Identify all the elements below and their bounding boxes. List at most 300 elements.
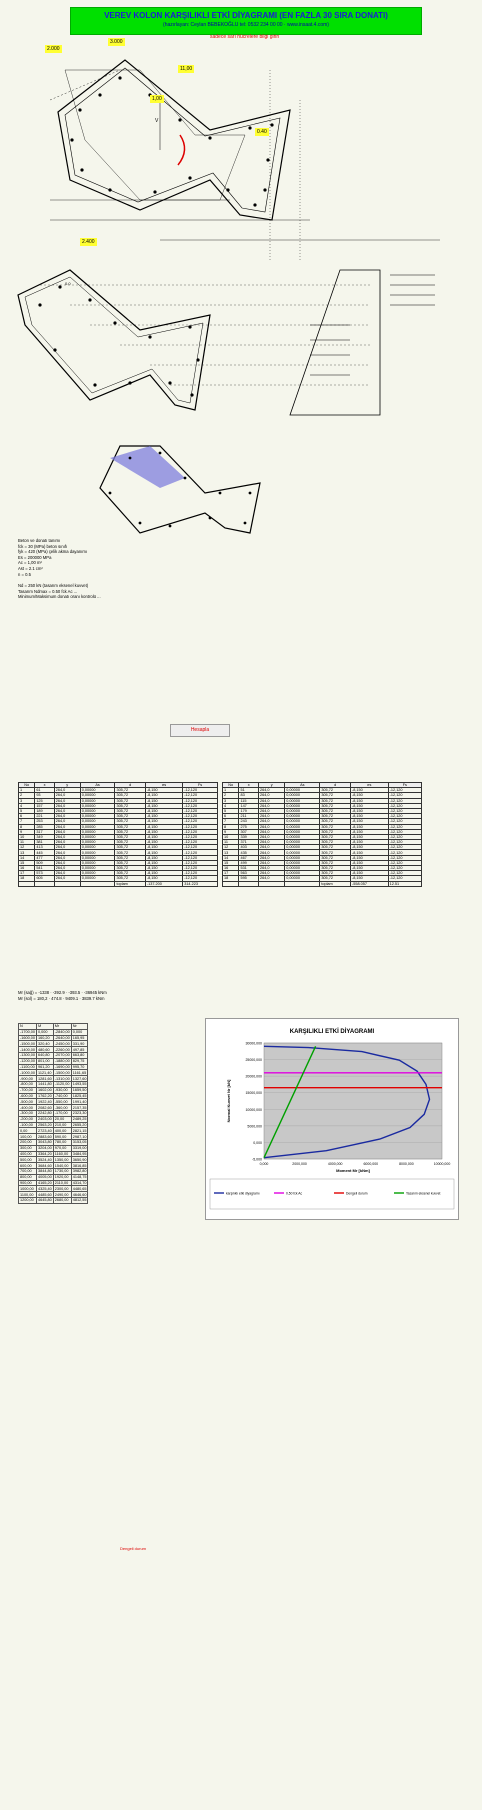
table-cell: -8,150 [145, 803, 182, 808]
table-cell: 17 [19, 871, 35, 876]
input-line: Beton ve donatı tanımı [18, 538, 61, 543]
table-cell: -8,150 [350, 876, 388, 881]
y-tick-label: 20000,000 [245, 1074, 262, 1079]
table-cell: -8,150 [350, 824, 388, 829]
table-cell: -8,150 [350, 840, 388, 845]
column-header: No [223, 783, 239, 788]
table-cell: 13 [19, 850, 35, 855]
list-cell: 2490,00 [53, 1192, 71, 1198]
list-cell: 4314,70 [72, 1180, 87, 1185]
list-cell: 2883,60 [38, 1134, 52, 1139]
table-cell: 305,72 [115, 866, 145, 871]
total-cell [259, 881, 285, 886]
table-cell: 14 [223, 855, 239, 860]
table-cell: 2 [223, 793, 239, 798]
table-cell: 305,72 [320, 824, 351, 829]
table-cell: 9 [223, 829, 239, 834]
list-cell: 3650,90 [72, 1157, 87, 1162]
table-cell: 264,0 [54, 850, 80, 855]
table-cell: 14 [19, 855, 35, 860]
calculate-button[interactable]: Hesapla [170, 724, 230, 737]
rebar-table-right [222, 782, 422, 887]
list-cell: 300,00 [19, 1145, 37, 1151]
table-cell: -8,150 [145, 808, 182, 813]
table-cell: 305,72 [115, 793, 145, 798]
table-cell: 6 [19, 814, 35, 819]
list-cell: 2323,30 [72, 1111, 87, 1116]
list-cell: 3204,00 [38, 1146, 52, 1151]
list-cell: -1200,00 [20, 1059, 35, 1064]
table-cell: 83 [239, 793, 259, 798]
column-header: Mr [53, 1024, 71, 1030]
list-item [19, 1197, 88, 1203]
table-cell: 541 [35, 866, 54, 871]
table-cell: 0,00000 [285, 824, 320, 829]
table-cell: -12,120 [183, 814, 218, 819]
table-cell: 1 [19, 788, 35, 793]
table-cell: 16 [223, 866, 239, 871]
table-cell: 0,00000 [285, 808, 320, 813]
table-cell: -8,150 [350, 866, 388, 871]
table-cell: 264,0 [259, 824, 285, 829]
table-cell: 305,72 [115, 808, 145, 813]
list-cell: 3364,20 [38, 1151, 52, 1156]
table-cell: 435 [239, 850, 259, 855]
table-cell: 264,0 [259, 845, 285, 850]
column-header: x [35, 783, 54, 788]
table-cell: 179 [239, 808, 259, 813]
table-cell: 5 [223, 808, 239, 813]
table-cell: -12,120 [183, 850, 218, 855]
table-cell: 563 [239, 871, 259, 876]
legend-entry: 0,50 fck Ac [286, 1191, 303, 1196]
list-cell: 400,00 [53, 1128, 71, 1134]
table-cell: -12,120 [183, 808, 218, 813]
table-cell: 15 [19, 860, 35, 865]
table-cell: 264,0 [54, 845, 80, 850]
column-header: y [54, 783, 80, 788]
table-cell: 349 [35, 834, 54, 839]
table-cell: 305,72 [320, 819, 351, 824]
list-cell: 210,00 [53, 1122, 71, 1128]
table-cell: 264,0 [259, 876, 285, 881]
list-cell: 1441,80 [38, 1082, 52, 1087]
table-cell: -8,150 [145, 866, 182, 871]
table-cell: 0,00000 [285, 860, 320, 865]
table-cell: -8,150 [145, 845, 182, 850]
table-cell: -8,150 [350, 808, 388, 813]
input-line: Es = 200000 MPa [18, 554, 52, 560]
table-cell: 0,00000 [80, 866, 115, 871]
list-cell: 100,00 [19, 1134, 37, 1140]
table-cell: -8,150 [350, 793, 388, 798]
list-cell: 4485,60 [38, 1192, 52, 1197]
list-cell: 2403,00 [38, 1117, 52, 1122]
table-cell: -12,120 [388, 845, 421, 850]
table-cell: 264,0 [54, 788, 80, 793]
input-line: fyk = 420 (MPa) çelik akma dayanımı [18, 549, 88, 555]
list-cell: -1880,00 [54, 1059, 70, 1064]
table-cell: 61 [35, 788, 54, 793]
table-cell: 253 [35, 819, 54, 824]
page-subtitle: (hazırlayan: Ceylan BEBEKOĞLU tel: 0532 234 00 00 · www.insaat.4.com) [163, 22, 329, 28]
list-cell: 2680,00 [53, 1197, 71, 1203]
list-cell: 320,40 [37, 1041, 54, 1047]
column-header: d [115, 783, 145, 788]
y-tick-label: 25000,000 [245, 1058, 262, 1063]
table-cell: -12,120 [388, 793, 421, 798]
column-header: As [285, 783, 320, 788]
total-cell: 314.223 [183, 881, 218, 886]
list-cell: 165,95 [71, 1035, 88, 1041]
list-cell: -1500,00 [54, 1070, 70, 1075]
list-cell: 497,85 [71, 1047, 88, 1053]
list-cell: -1700,00 [20, 1030, 35, 1035]
list-cell: 3982,80 [72, 1169, 87, 1174]
list-cell: -900,00 [19, 1076, 37, 1082]
table-cell: 264,0 [54, 834, 80, 839]
list-cell: 160,20 [37, 1035, 54, 1041]
column-header: σs [145, 783, 182, 788]
table-cell: -8,150 [145, 834, 182, 839]
table-cell: -12,120 [388, 876, 421, 881]
list-cell: -1500,00 [20, 1041, 35, 1046]
table-cell: -12,120 [388, 860, 421, 865]
table-cell: 0,00000 [80, 876, 115, 881]
input-cell-1[interactable]: 2.000 [47, 46, 60, 52]
table-cell: -12,120 [388, 814, 421, 819]
column-header: Nr [71, 1024, 88, 1030]
list-cell: -1100,00 [20, 1064, 35, 1069]
table-cell: 264,0 [259, 819, 285, 824]
summary-lines [18, 990, 318, 1001]
interaction-chart [205, 1018, 459, 1220]
list-cell: -360,00 [53, 1105, 71, 1111]
table-cell: 4 [19, 803, 35, 808]
table-cell: 0,00000 [80, 860, 115, 865]
table-cell: 305,72 [115, 834, 145, 839]
list-cell: 995,70 [71, 1064, 88, 1070]
table-cell: 573 [35, 871, 54, 876]
table-cell: 305,72 [115, 788, 145, 793]
list-cell: 2300,00 [53, 1186, 71, 1192]
list-cell: 801,00 [37, 1058, 54, 1064]
table-cell: -8,150 [350, 860, 388, 865]
table-cell: 264,0 [54, 819, 80, 824]
list-cell: 2110,00 [53, 1180, 71, 1186]
input-cell-5[interactable]: 2.400 [82, 239, 95, 245]
table-cell: -8,150 [145, 814, 182, 819]
table-cell: 264,0 [54, 824, 80, 829]
list-cell: 1100,00 [19, 1192, 37, 1198]
table-cell: -12,120 [388, 834, 421, 839]
list-cell: 2655,20 [72, 1122, 87, 1127]
table-cell: -12,120 [183, 876, 218, 881]
list-cell: 800,00 [19, 1174, 37, 1180]
list-cell: 4645,80 [38, 1198, 52, 1203]
table-cell: 305,72 [320, 798, 351, 803]
table-cell: 18 [19, 876, 35, 881]
table-cell: 509 [35, 860, 54, 865]
table-cell: -12,120 [183, 866, 218, 871]
table-cell: -12,120 [183, 855, 218, 860]
table-cell: 0,00000 [285, 814, 320, 819]
table-cell: 13 [223, 850, 239, 855]
table-cell: -8,150 [350, 803, 388, 808]
list-cell: 20,00 [53, 1116, 71, 1122]
table-cell: -8,150 [145, 788, 182, 793]
column-header: M [37, 1024, 54, 1030]
table-cell: 305,72 [320, 871, 351, 876]
table-cell: 305,72 [115, 850, 145, 855]
table-cell: 305,72 [320, 829, 351, 834]
table-cell: 264,0 [259, 803, 285, 808]
list-cell: 663,80 [71, 1052, 88, 1058]
table-cell: 18 [223, 876, 239, 881]
table-cell: -12,120 [183, 829, 218, 834]
column-header: Fs [388, 783, 421, 788]
table-cell: 305,72 [320, 850, 351, 855]
table-cell: 0,00000 [80, 803, 115, 808]
list-cell: -1690,00 [54, 1064, 70, 1069]
table-cell: 305,72 [320, 876, 351, 881]
table-cell: 12 [223, 845, 239, 850]
list-cell: 2242,80 [38, 1111, 52, 1116]
table-cell: 264,0 [54, 803, 80, 808]
table-cell: 264,0 [259, 829, 285, 834]
svg-text:0,0: 0,0 [65, 281, 71, 285]
table-cell: 264,0 [259, 834, 285, 839]
list-cell: 4812,55 [72, 1198, 87, 1203]
table-cell: -8,150 [350, 829, 388, 834]
list-cell: -1000,00 [20, 1070, 35, 1075]
table-cell: 305,72 [115, 876, 145, 881]
table-cell: 305,72 [320, 840, 351, 845]
list-cell: 1762,20 [38, 1093, 52, 1098]
table-cell: 10 [223, 834, 239, 839]
x-tick-label: 2000,000 [292, 1162, 307, 1166]
table-cell: 243 [239, 819, 259, 824]
table-cell: 12 [19, 845, 35, 850]
list-cell: 1161,65 [72, 1070, 87, 1075]
input-line: Ast = 2.1 cm² [18, 565, 43, 571]
table-cell: 7 [19, 819, 35, 824]
chart-svg [206, 1019, 458, 1219]
table-cell: 11 [19, 840, 35, 845]
rebar-table-left [18, 782, 218, 887]
input-cell-2[interactable]: 3.000 [110, 39, 123, 45]
y-tick-label: 10000,000 [245, 1107, 262, 1112]
table-cell: 307 [239, 829, 259, 834]
table-cell: 264,0 [259, 855, 285, 860]
column-header: d [320, 783, 351, 788]
table-cell: 305,72 [320, 814, 351, 819]
table-cell: 305,72 [115, 871, 145, 876]
table-cell: -12,120 [388, 808, 421, 813]
table-cell: 264,0 [54, 814, 80, 819]
table-cell: 264,0 [259, 798, 285, 803]
table-cell: 0,00000 [285, 871, 320, 876]
list-cell: 829,75 [71, 1058, 88, 1064]
list-cell: 200,00 [19, 1139, 37, 1145]
table-cell: 115 [239, 798, 259, 803]
column-header: No [19, 783, 35, 788]
table-cell: -12,120 [183, 788, 218, 793]
table-cell: 0,00000 [285, 840, 320, 845]
table-cell: -12,120 [388, 850, 421, 855]
input-line: fck = 30 (MPa) beton sınıfı [18, 543, 68, 549]
total-cell [285, 881, 320, 886]
table-cell: 531 [239, 866, 259, 871]
table-cell: 305,72 [115, 860, 145, 865]
table-cell: 3 [19, 798, 35, 803]
list-cell: 590,00 [53, 1134, 71, 1140]
table-cell: 381 [35, 840, 54, 845]
table-cell: -12,120 [183, 819, 218, 824]
input-line: Minimum/Maksimum donatı oranı kontrolü ... [18, 594, 101, 600]
list-cell: 2821,15 [72, 1128, 87, 1133]
table-cell: 0,00000 [285, 876, 320, 881]
list-cell: 500,00 [19, 1157, 37, 1163]
table-cell: 305,72 [320, 866, 351, 871]
total-cell [223, 881, 239, 886]
table-cell: 16 [19, 866, 35, 871]
list-cell: 1825,45 [72, 1093, 87, 1098]
table-cell: 317 [35, 829, 54, 834]
table-cell: 264,0 [54, 808, 80, 813]
list-cell: 700,00 [19, 1168, 37, 1174]
table-cell: 264,0 [259, 788, 285, 793]
input-cell-3[interactable]: 11,00 [180, 66, 193, 72]
column-header: As [80, 783, 115, 788]
table-cell: -8,150 [145, 840, 182, 845]
instruction-note: sadece sarı hücrelere bilgi girin [210, 34, 280, 40]
table-cell: -8,150 [145, 798, 182, 803]
list-cell: 640,80 [37, 1052, 54, 1058]
total-cell [54, 881, 80, 886]
list-cell: 3484,95 [72, 1151, 87, 1156]
table-cell: 0,00000 [80, 829, 115, 834]
table-cell: 0,00000 [80, 798, 115, 803]
list-cell: -100,00 [19, 1122, 37, 1128]
table-cell: 403 [239, 845, 259, 850]
table-cell: 264,0 [259, 866, 285, 871]
list-cell: 3153,05 [72, 1140, 87, 1145]
table-cell: -8,150 [350, 871, 388, 876]
table-cell: 305,72 [115, 840, 145, 845]
table-cell: -8,150 [350, 834, 388, 839]
balanced-point-label: Dengeli durum [120, 1546, 147, 1551]
table-cell: 157 [35, 803, 54, 808]
table-cell: 264,0 [54, 855, 80, 860]
table-cell: -12,120 [183, 871, 218, 876]
table-cell: 264,0 [259, 860, 285, 865]
table-cell: 305,72 [320, 803, 351, 808]
summary-line: Mr (sol) = 180,2 · 474.8 · 9409.1 · 3839.7 kNm [18, 995, 105, 1001]
list-cell: 1659,50 [72, 1088, 87, 1093]
table-cell: 605 [35, 876, 54, 881]
input-cell-6[interactable]: 0.40 [257, 129, 267, 135]
table-cell: 6 [223, 814, 239, 819]
list-cell: 1922,40 [38, 1099, 52, 1104]
list-cell: -170,00 [53, 1110, 71, 1116]
table-cell: 264,0 [54, 840, 80, 845]
list-cell: 780,00 [53, 1139, 71, 1145]
list-cell: -500,00 [19, 1099, 37, 1105]
list-cell: 4165,20 [38, 1180, 52, 1185]
table-cell: -12,120 [388, 788, 421, 793]
table-cell: 147 [239, 803, 259, 808]
table-cell: 3 [223, 798, 239, 803]
table-cell: 17 [223, 871, 239, 876]
table-cell: -12,120 [388, 798, 421, 803]
table-cell: -8,150 [145, 876, 182, 881]
legend-entry: Tasarım eksenel kuvvet [406, 1191, 441, 1196]
legend-entry: Dengeli durum [346, 1191, 368, 1196]
list-cell: 2489,25 [72, 1117, 87, 1122]
list-cell: -550,00 [53, 1099, 71, 1105]
table-cell: -12,120 [388, 819, 421, 824]
table-cell: 264,0 [259, 814, 285, 819]
list-cell: -1400,00 [20, 1047, 35, 1052]
table-cell: 305,72 [115, 803, 145, 808]
table-cell: 595 [239, 876, 259, 881]
table-cell: 264,0 [54, 876, 80, 881]
table-cell: 0,00000 [80, 845, 115, 850]
list-cell: 1160,00 [53, 1151, 71, 1157]
list-cell: 1602,00 [38, 1088, 52, 1093]
list-cell: 2987,10 [72, 1134, 87, 1139]
table-cell: 264,0 [54, 871, 80, 876]
list-cell: -930,00 [53, 1087, 71, 1093]
table-cell: 0,00000 [80, 834, 115, 839]
list-cell: 0,00 [19, 1128, 37, 1134]
table-cell: -8,150 [350, 798, 388, 803]
list-cell: -400,00 [19, 1105, 37, 1111]
table-cell: 0,00000 [80, 788, 115, 793]
list-cell: -2450,00 [54, 1041, 70, 1046]
y-tick-label: 5000,000 [247, 1124, 262, 1129]
table-cell: -12,120 [183, 834, 218, 839]
column-header: N [19, 1024, 37, 1030]
table-cell: 0,00000 [80, 855, 115, 860]
table-cell: 221 [35, 814, 54, 819]
total-cell: -137.200 [145, 881, 182, 886]
table-cell: -8,150 [350, 845, 388, 850]
table-cell: -8,150 [350, 788, 388, 793]
list-cell: 1281,60 [38, 1076, 52, 1081]
table-cell: -12,120 [183, 845, 218, 850]
table-cell: 264,0 [259, 793, 285, 798]
table-cell: 0,00000 [285, 855, 320, 860]
title-banner [70, 7, 422, 35]
column-header: σs [350, 783, 388, 788]
y-axis-label: Normal Kuvvet Nr [kN] [226, 1079, 231, 1123]
table-cell: -12,120 [388, 866, 421, 871]
x-tick-label: 6000,000 [363, 1162, 379, 1166]
table-cell: 305,72 [115, 798, 145, 803]
table-cell: 264,0 [259, 850, 285, 855]
table-cell: -8,150 [350, 850, 388, 855]
table-cell: 0,00000 [80, 840, 115, 845]
table-cell: 264,0 [259, 808, 285, 813]
table-cell: -8,150 [350, 814, 388, 819]
list-cell: 4646,60 [72, 1192, 87, 1197]
table-cell: 15 [223, 860, 239, 865]
list-cell: -1600,00 [20, 1035, 35, 1040]
table-cell: 9 [19, 829, 35, 834]
input-cell-4[interactable]: 1,00 [152, 96, 162, 102]
